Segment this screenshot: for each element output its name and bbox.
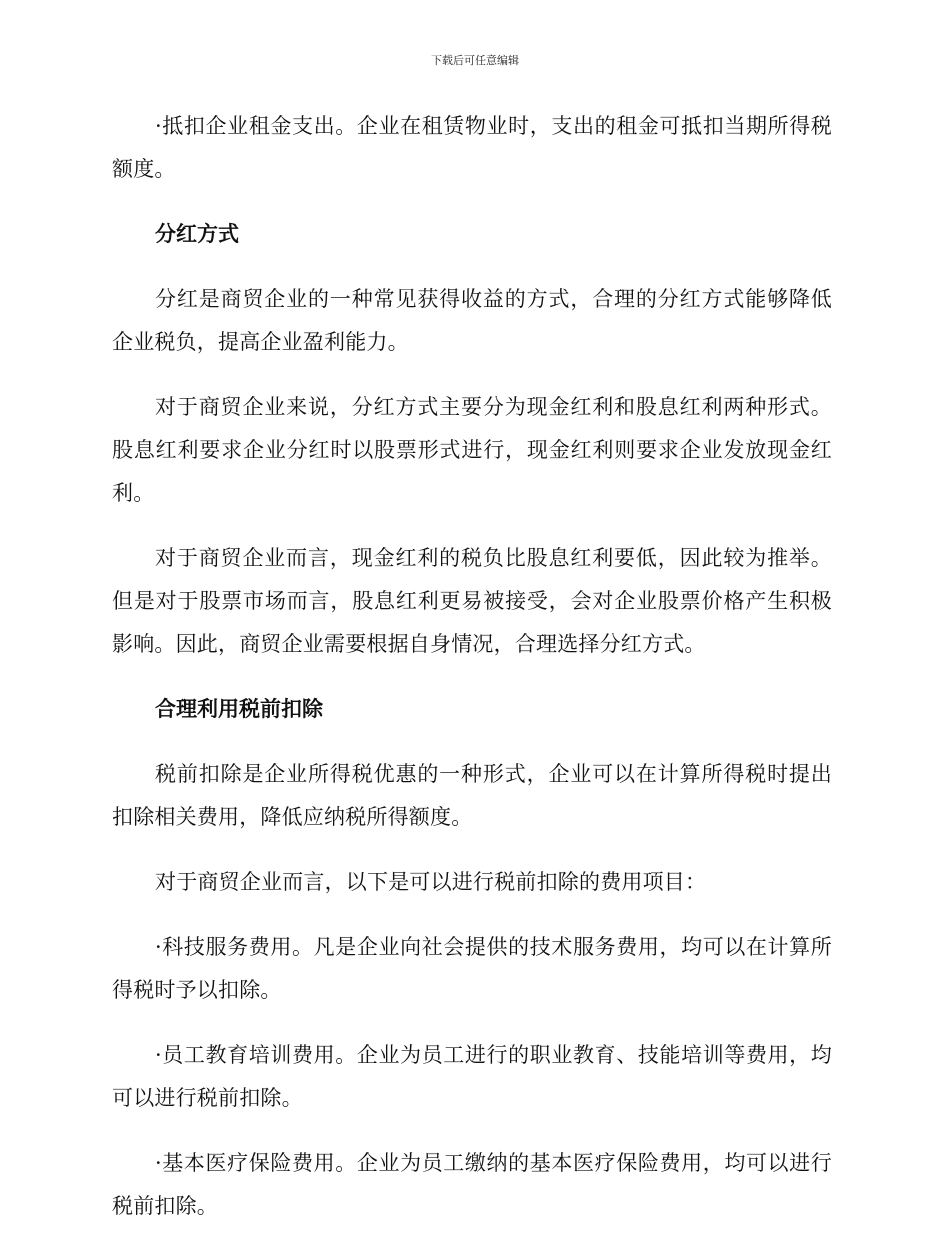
paragraph-medical-insurance-fee: ·基本医疗保险费用。企业为员工缴纳的基本医疗保险费用，均可以进行税前扣除。 xyxy=(112,1151,832,1218)
paragraph-training-fee: ·员工教育培训费用。企业为员工进行的职业教育、技能培训等费用，均可以进行税前扣除。 xyxy=(112,1043,832,1110)
paragraph-pretax-list-intro: 对于商贸企业而言，以下是可以进行税前扣除的费用项目： xyxy=(155,870,707,894)
paragraph-dividend-intro: 分红是商贸企业的一种常见获得收益的方式，合理的分红方式能够降低企业税负，提高企业盈利能力。 xyxy=(112,287,832,354)
paragraph-dividend-forms: 对于商贸企业来说，分红方式主要分为现金红利和股息红利两种形式。股息红利要求企业分红时以股票形式进行，现金红利则要求企业发放现金红利。 xyxy=(112,395,832,505)
section-heading-dividend: 分红方式 xyxy=(155,222,239,246)
document-body xyxy=(112,105,832,1250)
paragraph-pretax-intro: 税前扣除是企业所得税优惠的一种形式，企业可以在计算所得税时提出扣除相关费用，降低应纳税所得额度。 xyxy=(112,762,832,829)
paragraph-tech-service-fee: ·科技服务费用。凡是企业向社会提供的技术服务费用，均可以在计算所得税时予以扣除。 xyxy=(112,935,832,1002)
section-heading-pretax-deduction: 合理利用税前扣除 xyxy=(155,697,323,721)
paragraph-rent-deduction: ·抵扣企业租金支出。企业在租赁物业时，支出的租金可抵扣当期所得税额度。 xyxy=(112,114,832,181)
page-header: 下载后可任意编辑 xyxy=(431,54,519,67)
paragraph-dividend-comparison: 对于商贸企业而言，现金红利的税负比股息红利要低，因此较为推举。但是对于股票市场而言，股息红利更易被接受，会对企业股票价格产生积极影响。因此，商贸企业需要根据自身情况，合理选择分红方式。 xyxy=(112,546,832,656)
